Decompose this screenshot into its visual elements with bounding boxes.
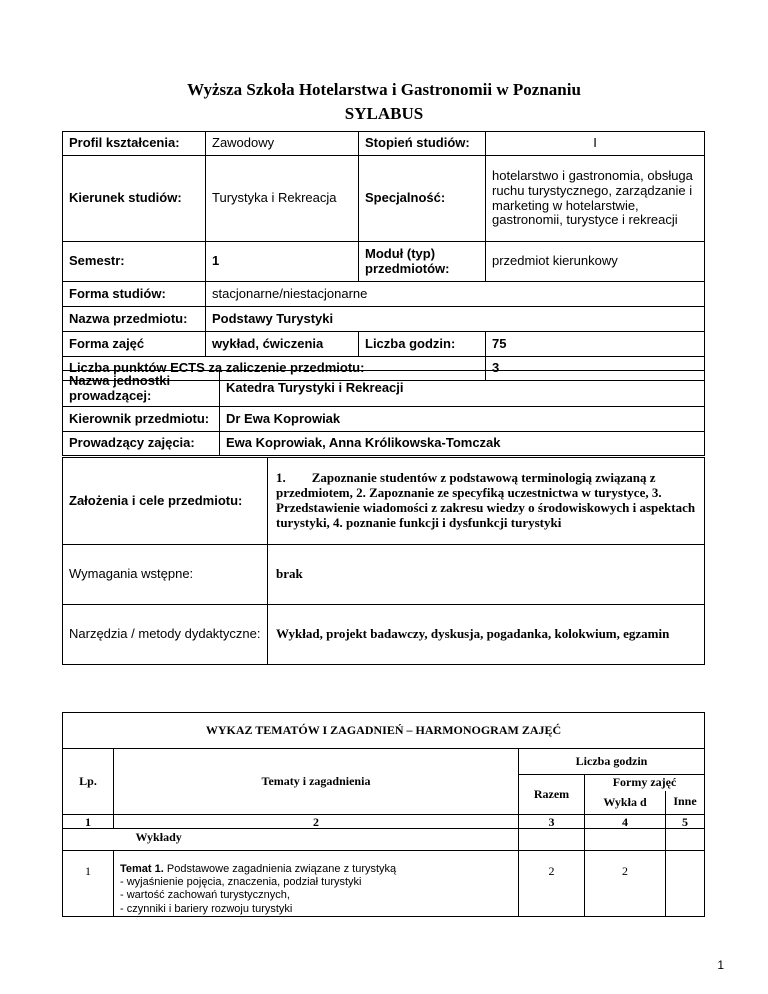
form-label: Forma studiów: bbox=[63, 282, 206, 307]
semester-label: Semestr: bbox=[63, 242, 206, 282]
topics-header: Tematy i zagadnienia bbox=[114, 749, 519, 815]
profile-value: Zawodowy bbox=[206, 132, 359, 156]
goals-table bbox=[62, 457, 705, 665]
ects-label: Liczba punktów ECTS za zaliczenie przedmiotu: bbox=[63, 357, 486, 381]
hours-header: Liczba godzin bbox=[519, 749, 705, 775]
requirements-value: brak bbox=[268, 545, 705, 605]
section-label: Wykłady bbox=[114, 829, 519, 851]
hours-label: Liczba godzin: bbox=[359, 332, 486, 357]
section-spacer bbox=[63, 829, 114, 851]
classes-value: wykład, ćwiczenia bbox=[206, 332, 359, 357]
module-value: przedmiot kierunkowy bbox=[486, 242, 705, 282]
institution-title: Wyższa Szkoła Hotelarstwa i Gastronomii w Poznaniu bbox=[187, 80, 581, 99]
row-topic-title: Temat 1. bbox=[120, 863, 164, 875]
col-num-1: 1 bbox=[63, 815, 114, 829]
tools-value: Wykład, projekt badawczy, dyskusja, pogadanka, kolokwium, egzamin bbox=[268, 605, 705, 665]
forms-header: Formy zajęć bbox=[585, 775, 705, 791]
total-header: Razem bbox=[519, 775, 585, 815]
requirements-label: Wymagania wstępne: bbox=[63, 545, 268, 605]
info-table bbox=[62, 131, 705, 381]
degree-value: I bbox=[486, 132, 705, 156]
goals-label: Założenia i cele przedmiotu: bbox=[63, 458, 268, 545]
classes-label: Forma zajęć bbox=[63, 332, 206, 357]
schedule-title: WYKAZ TEMATÓW I ZAGADNIEŃ – HARMONOGRAM ZAJĘĆ bbox=[63, 713, 705, 749]
row-topic-line: - wyjaśnienie pojęcia, znaczenia, podział turystyki bbox=[120, 876, 362, 889]
ects-value: 3 bbox=[486, 357, 705, 381]
row-topic-line: - wartość zachowań turystycznych, bbox=[120, 889, 290, 902]
tools-label: Narzędzia / metody dydaktyczne: bbox=[63, 605, 268, 665]
row-lecture: 2 bbox=[585, 851, 666, 917]
lecture-header: Wykła d bbox=[585, 791, 666, 815]
specialty-value: hotelarstwo i gastronomia, obsługa ruchu turystycznego, zarządzanie i marketing w hotelarstwie, gastronomii, turystyce i rekreacji bbox=[486, 156, 705, 242]
section-cell bbox=[585, 829, 666, 851]
specialty-label: Specjalność: bbox=[359, 156, 486, 242]
profile-label: Profil kształcenia: bbox=[63, 132, 206, 156]
degree-label: Stopień studiów: bbox=[359, 132, 486, 156]
module-label: Moduł (typ) przedmiotów: bbox=[359, 242, 486, 282]
unit-value: Katedra Turystyki i Rekreacji bbox=[220, 371, 705, 407]
other-header: Inne bbox=[666, 791, 705, 815]
form-value: stacjonarne/niestacjonarne bbox=[206, 282, 705, 307]
row-total: 2 bbox=[519, 851, 585, 917]
row-topic-subtitle: Podstawowe zagadnienia związane z turystyką bbox=[163, 863, 397, 875]
section-cell bbox=[519, 829, 585, 851]
direction-label: Kierunek studiów: bbox=[63, 156, 206, 242]
semester-value: 1 bbox=[206, 242, 359, 282]
teachers-value: Ewa Koprowiak, Anna Królikowska-Tomczak bbox=[220, 432, 705, 456]
col-num-4: 4 bbox=[585, 815, 666, 829]
goals-value: 1. Zapoznanie studentów z podstawową terminologią związaną z przedmiotem, 2. Zapoznanie ze specyfiką uczestnictwa w turystyce, 3. Przedstawienie wiadomości z zakresu wiedzy o środowiskowych i aspektach turystyki, 4. poznanie funkcji i dysfunkcji turystyki bbox=[268, 458, 705, 545]
manager-label: Kierownik przedmiotu: bbox=[63, 407, 220, 432]
direction-value: Turystyka i Rekreacja bbox=[206, 156, 359, 242]
col-num-5: 5 bbox=[666, 815, 705, 829]
manager-value: Dr Ewa Koprowiak bbox=[220, 407, 705, 432]
page-number: 1 bbox=[717, 958, 724, 972]
row-lp: 1 bbox=[63, 851, 114, 917]
row-other bbox=[666, 851, 705, 917]
row-topic-line: - czynniki i bariery rozwoju turystyki bbox=[120, 902, 293, 915]
unit-table bbox=[62, 370, 705, 456]
unit-label: Nazwa jednostki prowadzącej: bbox=[63, 371, 220, 407]
schedule-table bbox=[62, 712, 705, 917]
col-num-2: 2 bbox=[114, 815, 519, 829]
section-cell bbox=[666, 829, 705, 851]
document-title: SYLABUS bbox=[344, 104, 424, 123]
lp-header: Lp. bbox=[63, 749, 114, 815]
subject-value: Podstawy Turystyki bbox=[206, 307, 705, 332]
subject-label: Nazwa przedmiotu: bbox=[63, 307, 206, 332]
hours-value: 75 bbox=[486, 332, 705, 357]
row-topic bbox=[114, 851, 519, 917]
col-num-3: 3 bbox=[519, 815, 585, 829]
teachers-label: Prowadzący zajęcia: bbox=[63, 432, 220, 456]
